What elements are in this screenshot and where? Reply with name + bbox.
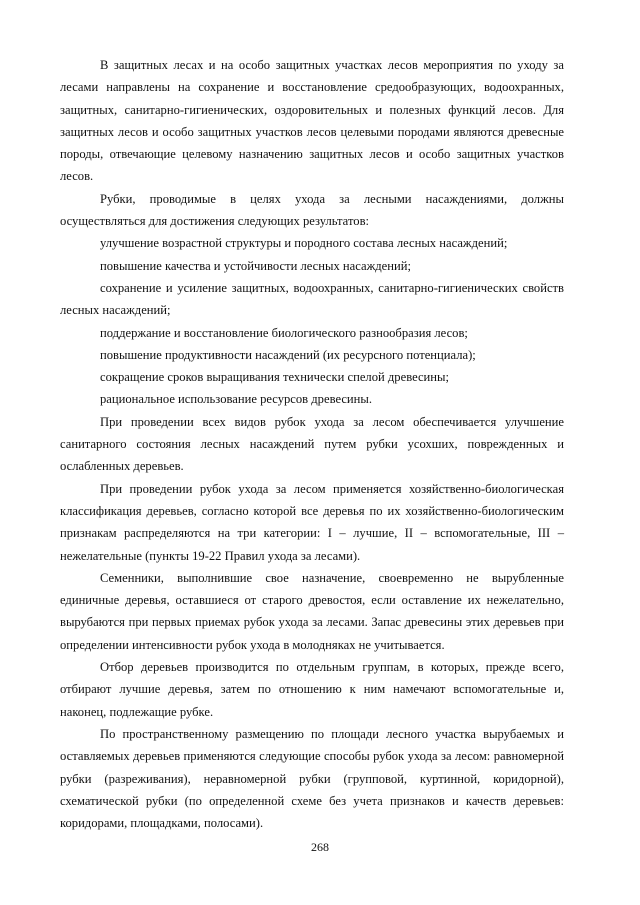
paragraph-seed-trees: Семенники, выполнившие свое назначение, своевременно не вырубленные единичные деревья, оставшиеся от старого древостоя, если оставление их нежелательно, вырубаются при первых приемах рубок ухода за лесами. Запас древесины этих деревьев при определении интенсивности рубок ухода в молодняках не учитывается. [60, 570, 564, 652]
paragraph-tree-selection: Отбор деревьев производится по отдельным группам, в которых, прежде всего, отбирают лучшие деревья, затем по отношению к ним намечают вспомогательные и, наконец, подлежащие рубке. [60, 660, 564, 719]
page-body [60, 54, 564, 834]
list-item-growing-period: сокращение сроков выращивания технически спелой древесины; [100, 370, 449, 385]
page-number: 268 [311, 840, 329, 854]
list-item-rational-use: рациональное использование ресурсов древесины. [100, 392, 373, 407]
paragraph-protective-forests: В защитных лесах и на особо защитных участках лесов мероприятия по уходу за лесами направлены на сохранение и восстановление средообразующих, водоохранных, защитных, санитарно-гигиенических, оздоровительных и полезных функций лесов. Для защитных лесов и особо защитных участков лесов целевыми породами являются древесные породы, отвечающие целевому назначению защитных лесов и особо защитных участков лесов. [60, 58, 564, 184]
paragraph-tree-classification: При проведении рубок ухода за лесом применяется хозяйственно-биологическая классификация деревьев, согласно которой все деревья по их хозяйственно-биологическим признакам распределяются на три категории: I – лучшие, II – вспомогательные, III – нежелательные (пункты 19-22 Правил ухода за лесами). [60, 481, 564, 563]
paragraph-sanitary-state: При проведении всех видов рубок ухода за лесом обеспечивается улучшение санитарного состояния лесных насаждений путем рубки усохших, поврежденных и ослабленных деревьев. [60, 414, 564, 474]
list-item-productivity: повышение продуктивности насаждений (их ресурсного потенциала); [100, 347, 476, 362]
list-item-quality: повышение качества и устойчивости лесных насаждений; [100, 258, 411, 273]
list-item-protective-properties: сохранение и усиление защитных, водоохранных, санитарно-гигиенических свойств лесных насаждений; [60, 280, 564, 318]
list-item-age-structure: улучшение возрастной структуры и породного состава лесных насаждений; [100, 236, 508, 251]
paragraph-thinning-goals: Рубки, проводимые в целях ухода за лесными насаждениями, должны осуществляться для достижения следующих результатов: [60, 191, 564, 229]
list-item-biodiversity: поддержание и восстановление биологического разнообразия лесов; [100, 325, 468, 340]
paragraph-cutting-methods: По пространственному размещению по площади лесного участка вырубаемых и оставляемых деревьев применяются следующие способы рубок ухода за лесом: равномерной рубки (разреживания), неравномерной рубки (групповой, куртинной, коридорной), схематической рубки (по определенной схеме без учета признаков и качеств деревьев: коридорами, площадками, полосами). [60, 726, 564, 831]
